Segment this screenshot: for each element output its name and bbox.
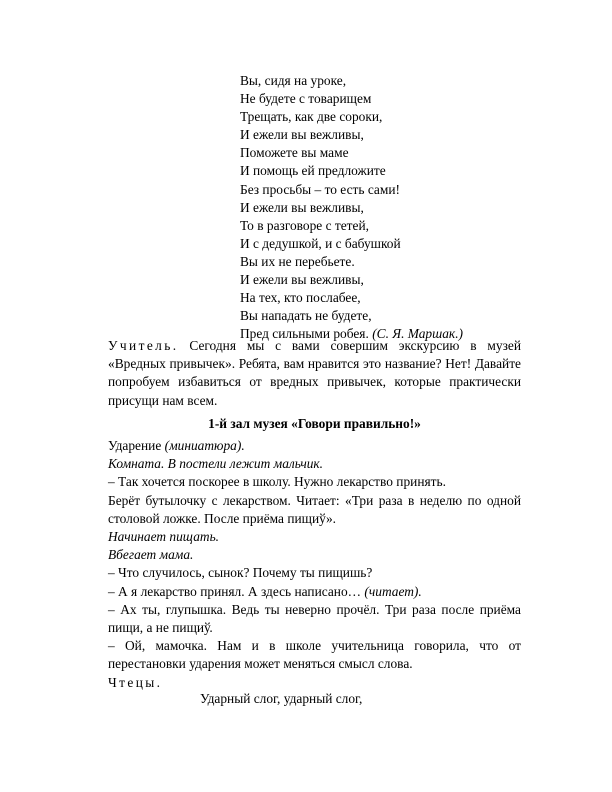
- poem-line: Вы нападать не будете,: [240, 308, 372, 324]
- poem-line: Вы их не перебьете.: [240, 253, 355, 269]
- teacher-text: Сегодня мы с вами совершим экскурсию в музей «Вредных привычек». Ребята, вам нравится это название? Нет! Давайте попробуем избавиться от вредных привычек, которые практически присущи нам всем.: [108, 338, 521, 408]
- dialogue-line: [108, 583, 521, 601]
- poem-line: И ежели вы вежливы,: [240, 199, 364, 215]
- scene-title-line: [108, 437, 521, 455]
- scene-genre: (миниатюра).: [164, 438, 245, 454]
- poem-line: И ежели вы вежливы,: [240, 272, 364, 288]
- poem: [240, 72, 463, 343]
- poem-line: На тех, кто послабее,: [240, 290, 361, 306]
- section-title: 1-й зал музея «Говори правильно!»: [208, 415, 421, 431]
- poem-line: Не будете с товарищем: [240, 91, 372, 107]
- poem-line: Без просьбы – то есть сами!: [240, 181, 400, 197]
- poem-line: И помощь ей предложите: [240, 163, 386, 179]
- stage-direction: (читает).: [364, 583, 422, 599]
- dialogue-line: – Ой, мамочка. Нам и в школе учительница говорила, что от перестановки ударения может меняться смысл слова.: [108, 638, 521, 672]
- dialogue-text: – А я лекарство принял. А здесь написано…: [108, 583, 365, 599]
- dialogue-line: Берёт бутылочку с лекарством. Читает: «Три раза в неделю по одной столовой ложке. После приёма пищиў».: [108, 492, 521, 526]
- poem-line: Пред сильными робея.: [240, 326, 369, 342]
- poem-line: И ежели вы вежливы,: [240, 127, 364, 143]
- poem-line: Поможете вы маме: [240, 145, 349, 161]
- stage-direction: Вбегает мама.: [108, 547, 194, 563]
- prose: [108, 337, 521, 692]
- readers-heading: Чтецы.: [108, 674, 163, 690]
- dialogue-line: – Так хочется поскорее в школу. Нужно лекарство принять.: [108, 474, 446, 490]
- poem-line: И с дедушкой, и с бабушкой: [240, 235, 401, 251]
- stage-direction: Начинает пищать.: [108, 529, 220, 545]
- poem-line: То в разговоре с тетей,: [240, 217, 369, 233]
- poem-line: Трещать, как две сороки,: [240, 109, 383, 125]
- poem-line: Ударный слог, ударный слог,: [200, 691, 363, 706]
- dialogue-line: – Что случилось, сынок? Почему ты пищишь?: [108, 565, 373, 581]
- dialogue-line: – Ах ты, глупышка. Ведь ты неверно прочёл. Три раза после приёма пищи, а не пищиў.: [108, 601, 521, 636]
- scene-setting: Комната. В постели лежит мальчик.: [108, 456, 324, 472]
- poem-line: Вы, сидя на уроке,: [240, 73, 347, 88]
- poem-author: (С. Я. Маршак.): [372, 326, 463, 342]
- scene-title: Ударение: [108, 438, 162, 454]
- teacher-paragraph: [108, 337, 521, 410]
- teacher-speaker: Учитель.: [108, 338, 179, 353]
